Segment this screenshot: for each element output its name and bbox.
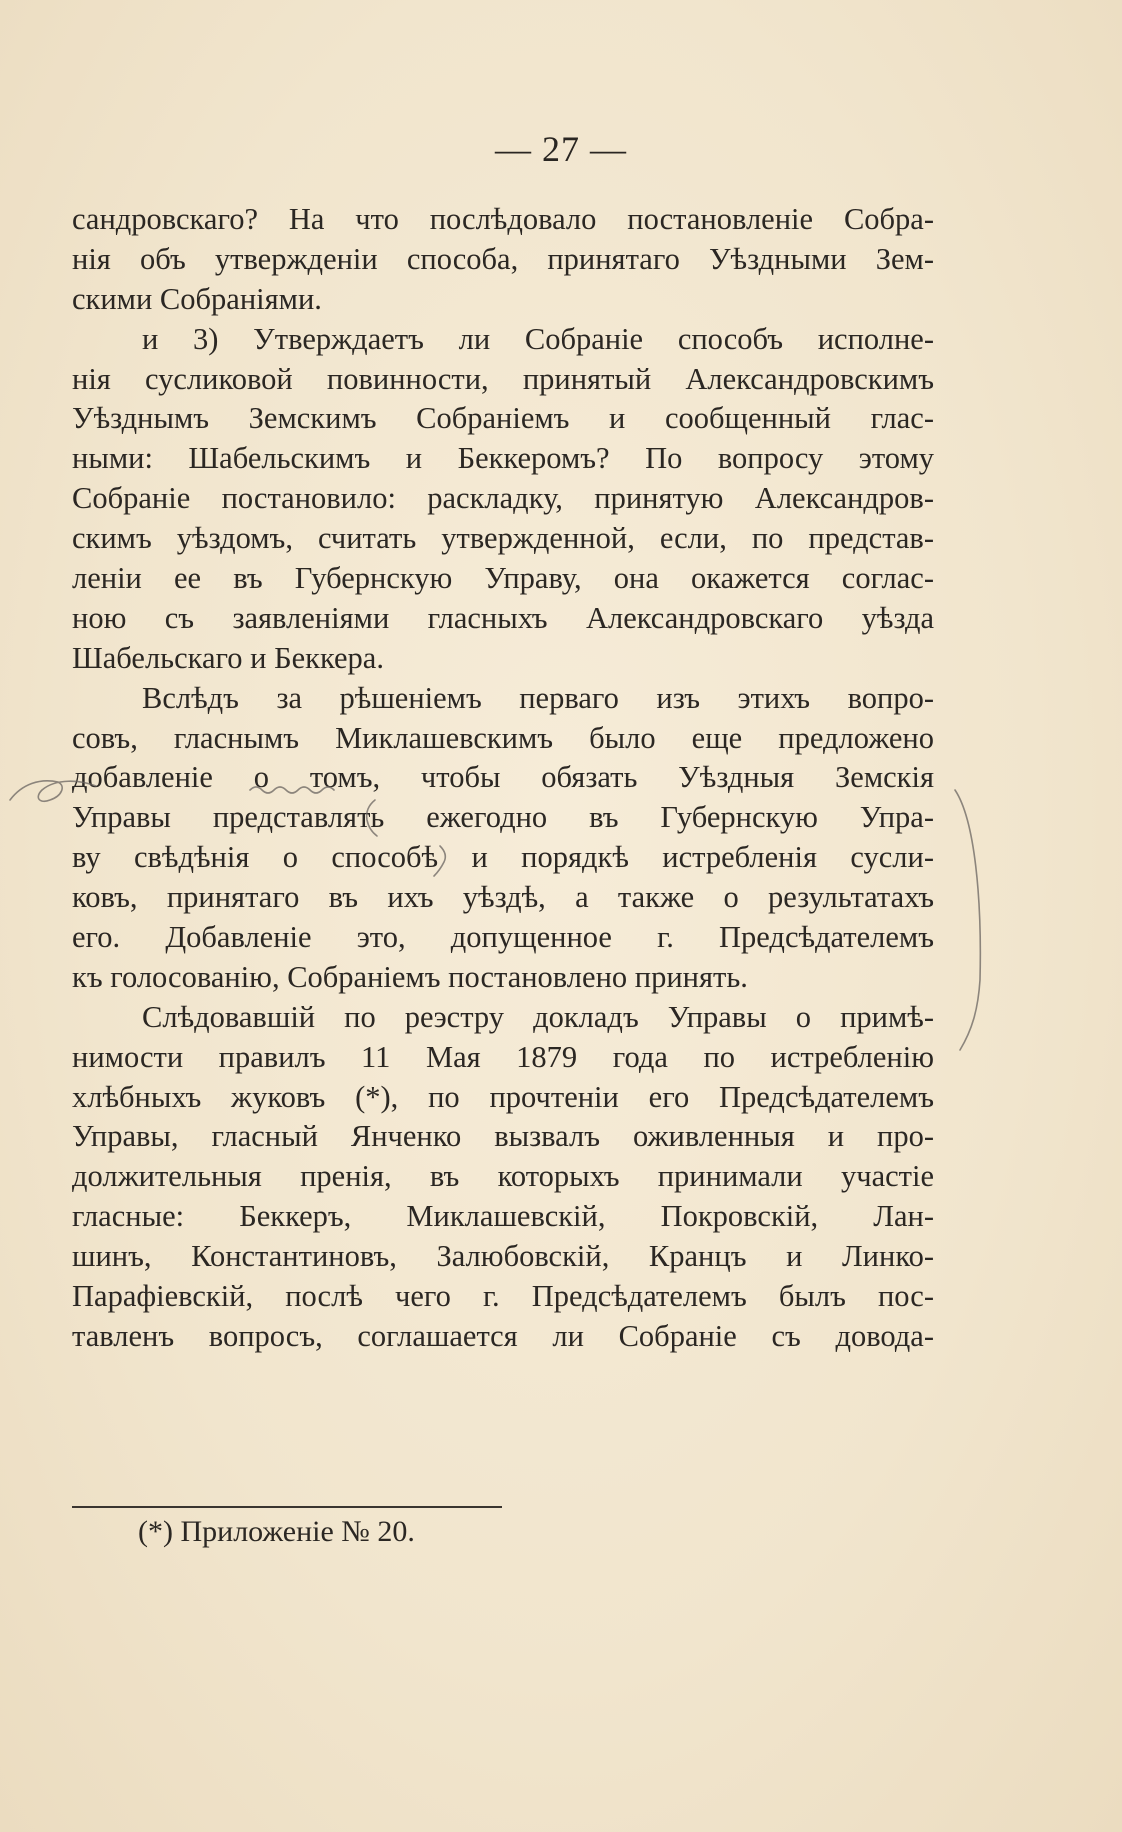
text-line: тавленъ вопросъ, соглашается ли Собраніе съ довода- <box>72 1318 934 1353</box>
text-line: его. Добавленіе это, допущенное г. Предсѣдателемъ <box>72 920 934 955</box>
text-line: нимости правилъ 11 Мая 1879 года по истребленію <box>72 1039 934 1074</box>
text-line: Шабельскаго и Беккера. <box>72 640 384 675</box>
text-line: Парафіевскій, послѣ чего г. Предсѣдателемъ былъ пос- <box>72 1279 934 1314</box>
text-line: сандровскаго? На что послѣдовало постановленіе Собра- <box>72 202 934 236</box>
text-line: леніи ее въ Губернскую Управу, она окажется соглас- <box>72 561 934 596</box>
text-line: ною съ заявленіями гласныхъ Александровскаго уѣзда <box>72 600 934 635</box>
text-line: добавленіе о томъ, чтобы обязать Уѣздныя Земскія <box>72 760 934 795</box>
text-line: нія сусликовой повинности, принятый Александровскимъ <box>72 361 934 396</box>
text-line: скими Собраніями. <box>72 281 322 316</box>
body-text <box>72 200 934 1357</box>
text-line: скимъ уѣздомъ, считать утвержденной, если, по представ- <box>72 521 934 556</box>
text-line: совъ, гласнымъ Миклашевскимъ было еще предложено <box>72 720 934 755</box>
text-line: Уѣзднымъ Земскимъ Собраніемъ и сообщенный глас- <box>72 401 934 436</box>
margin-bracket <box>955 790 980 1050</box>
text-line: шинъ, Константиновъ, Залюбовскій, Кранцъ и Линко- <box>72 1239 934 1274</box>
page-number: — 27 — <box>495 129 627 169</box>
footnote: (*) Приложеніе № 20. <box>138 1515 415 1548</box>
text-line: гласные: Беккеръ, Миклашевскій, Покровскій, Лан- <box>72 1199 934 1234</box>
text-line: Управы, гласный Янченко вызвалъ оживленныя и про- <box>72 1119 934 1154</box>
text-line: Слѣдовавшій по реэстру докладъ Управы о примѣ- <box>142 999 934 1034</box>
text-line: хлѣбныхъ жуковъ (*), по прочтеніи его Предсѣдателемъ <box>72 1079 934 1114</box>
footnote-divider <box>72 1506 502 1508</box>
text-line: ву свѣдѣнія о способѣ и порядкѣ истребленія сусли- <box>72 840 934 875</box>
text-line: и 3) Утверждаетъ ли Собраніе способъ исполне- <box>142 321 934 356</box>
text-line: должительныя пренія, въ которыхъ принимали участіе <box>72 1159 934 1194</box>
text-line: Собраніе постановило: раскладку, принятую Александров- <box>72 481 934 516</box>
text-line: нія объ утвержденіи способа, принятаго Уѣздными Зем- <box>72 241 934 276</box>
text-line: Вслѣдъ за рѣшеніемъ перваго изъ этихъ вопро- <box>142 680 934 715</box>
text-line: къ голосованію, Собраніемъ постановлено принять. <box>72 959 748 994</box>
text-line: ными: Шабельскимъ и Беккеромъ? По вопросу этому <box>72 441 934 476</box>
text-line: ковъ, принятаго въ ихъ уѣздѣ, а также о результатахъ <box>72 880 934 915</box>
text-line: Управы представлять ежегодно въ Губернскую Упра- <box>72 800 934 835</box>
